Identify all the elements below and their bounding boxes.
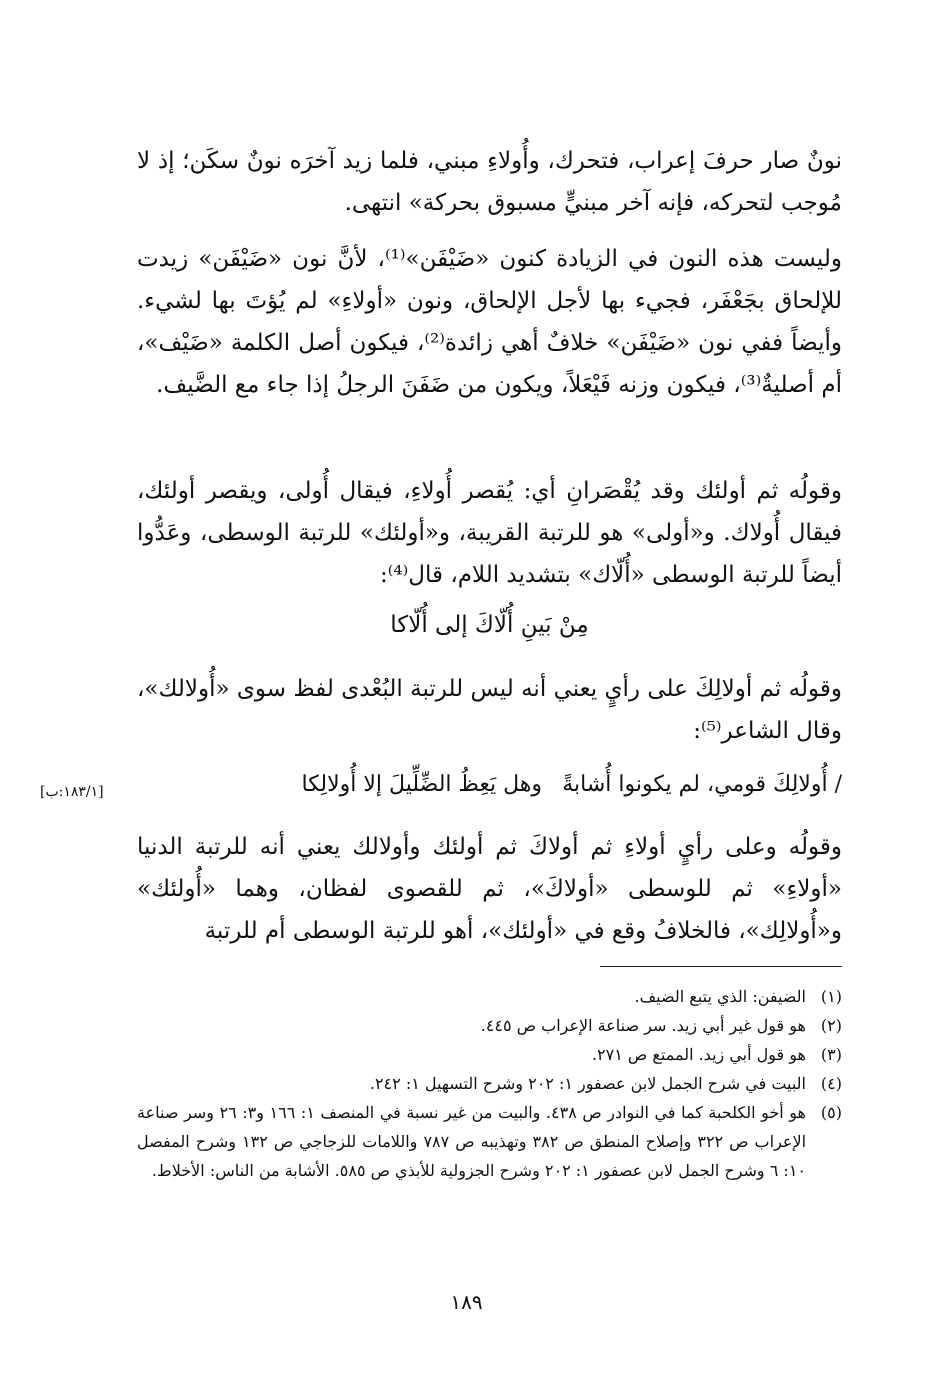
- paragraph-4: وقولُه ثم أولالِكَ على رأيٍ يعني أنه ليس للرتبة البُعْدى لفظ سوى «أُولالك»، وقال الشاعر⁽⁵⁾:: [137, 676, 842, 744]
- footnotes: [137, 982, 842, 1185]
- footnote-text: هو قول أبي زيد. الممتع ص ٢٧١.: [591, 1045, 806, 1064]
- footnote-text: هو قول غير أبي زيد. سر صناعة الإعراب ص ٤٤٥.: [480, 1016, 806, 1035]
- footnote-number: (١): [820, 987, 842, 1006]
- verse-line-1: مِنْ بَينِ أُلّاكَ إلى أُلّاكا: [390, 612, 589, 638]
- footnote-text: الضيفن: الذي يتبع الضيف.: [634, 987, 806, 1006]
- verse-hemistich-first: / أُولالِكَ قومي، لم يكونوا أُشابةً: [562, 772, 842, 797]
- page-number: ١٨٩: [450, 1290, 483, 1314]
- paragraph-1: نونٌ صار حرفَ إعراب، فتحرك، وأُولاءِ مبني، فلما زيد آخرَه نونٌ سكَن؛ إذ لا مُوجب لتحركه، فإنه آخر مبنيٍّ مسبوق بحركة» انتهى.: [137, 148, 842, 216]
- manuscript-folio-marker: [١٨٣/١:ب]: [40, 784, 104, 800]
- paragraph-3: وقولُه ثم أولئك وقد يُقْصَرانِ أي: يُقصر أُولاءِ، فيقال أُولى، ويقصر أولئك، فيقال أُولاك. و«أولى» هو للرتبة القريبة، و«أولئك» للرتبة الوسطى، وعَدُّوا أيضاً للرتبة الوسطى «أُلّاك» بتشديد اللام، قال⁽⁴⁾:: [137, 478, 842, 588]
- footnote-number: (٢): [820, 1016, 842, 1035]
- paragraph-5: وقولُه وعلى رأيٍ أولاءِ ثم أولاكَ ثم أولئك وأولالك يعني أنه للرتبة الدنيا «أولاءِ» ثم للوسطى «أولاكَ»، ثم للقصوى لفظان، وهما «أُولئك» و«أُولالِك»، فالخلافُ وقع في «أولئك»، أهو للرتبة الوسطى أم للرتبة: [137, 834, 842, 944]
- footnote-number: (٥): [820, 1103, 842, 1122]
- footnote-number: (٤): [820, 1074, 842, 1093]
- footnote-number: (٣): [820, 1045, 842, 1064]
- footnote-text: هو أخو الكلحبة كما في النوادر ص ٤٣٨. والبيت من غير نسبة في المنصف ١: ١٦٦ و٣: ٢٦ وسر صناعة الإعراب ص ٣٢٢ وإصلاح المنطق ص ٣٨٢ وتهذيبه ص ٧٨٧ واللامات للزجاجي ص ١٣٢ وشرح المفصل ١٠: ٦ وشرح الجمل لابن عصفور ١: ٢٠٢ وشرح الجزولية للأبذي ص ٥٨٥. الأشابة من الناس: الأخلاط.: [137, 1103, 807, 1180]
- footnote: [137, 982, 842, 1011]
- footnote-text: البيت في شرح الجمل لابن عصفور ١: ٢٠٢ وشرح التسهيل ١: ٢٤٢.: [369, 1074, 806, 1093]
- verse-hemistich-second: وهل يَعِظُ الضِّلِّيلَ إلا أُولالِكا: [301, 772, 542, 797]
- paragraph-2: وليست هذه النون في الزيادة كنون «ضَيْفَن»⁽¹⁾، لأنَّ نون «ضَيْفَن» زيدت للإلحاق بجَعْفَر، فجيء بها لأجل الإلحاق، ونون «أولاءِ» لم يُؤتَ بها لشيء. وأيضاً ففي نون «ضَيْفَن» خلافٌ أهي زائدة⁽²⁾، فيكون أصل الكلمة «ضَيْف»، أم أصليةٌ⁽³⁾، فيكون وزنه فَيْعَلاً، ويكون من ضَفَنَ الرجلُ إذا جاء مع الضَّيف.: [137, 246, 842, 398]
- footnote: [137, 1098, 842, 1185]
- footnote: [137, 1040, 842, 1069]
- footnote: [137, 1069, 842, 1098]
- footnote: [137, 1011, 842, 1040]
- footnote-divider: [600, 966, 842, 967]
